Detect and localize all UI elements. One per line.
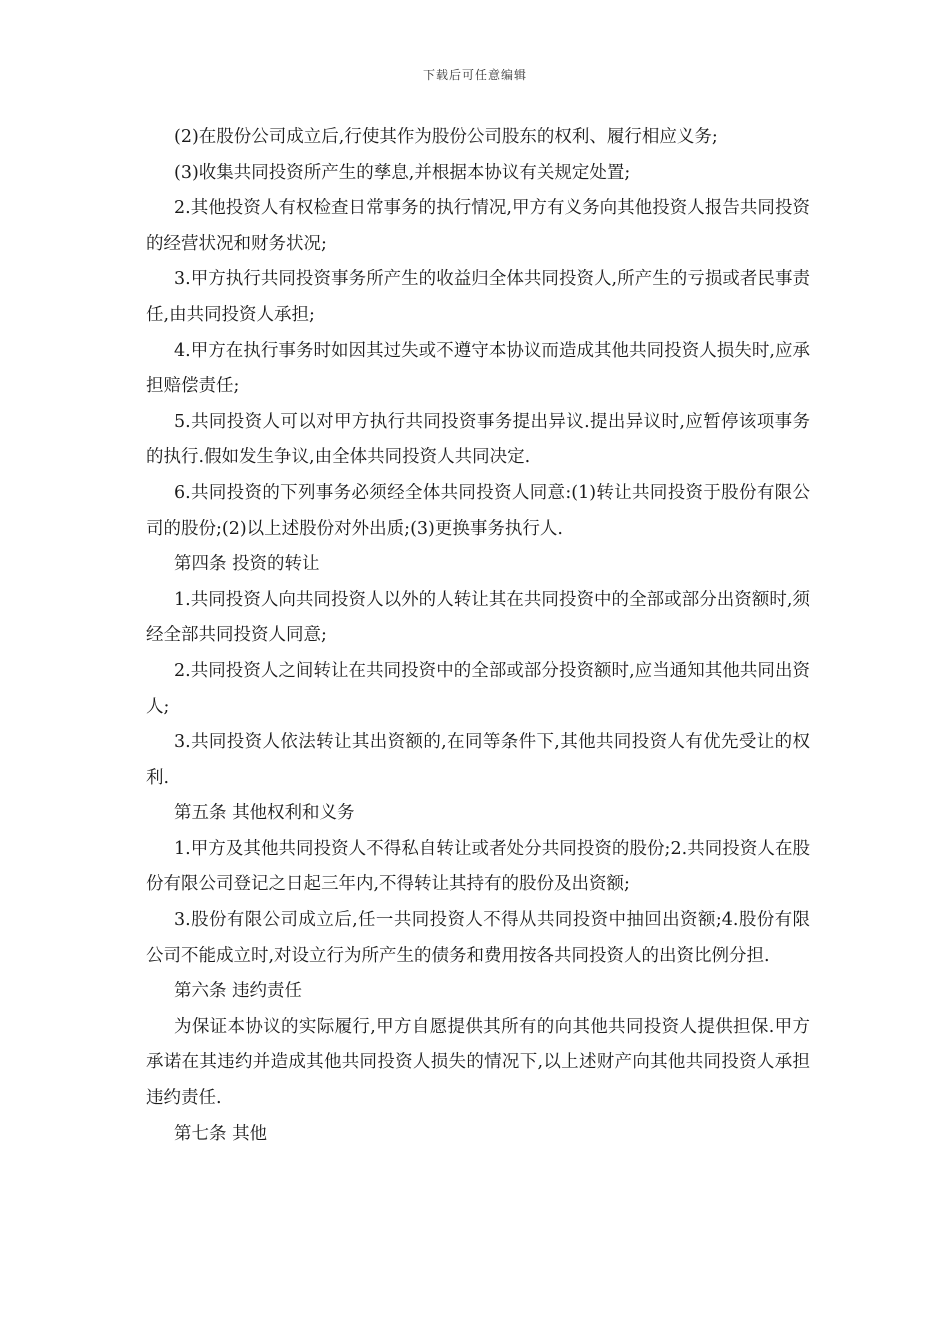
section-heading-article-7: 第七条 其他 [174, 1123, 268, 1144]
paragraph-clause-3-2: 2.其他投资人有权检查日常事务的执行情况,甲方有义务向其他投资人报告共同投资的经营状况和财务状况; [146, 198, 810, 254]
paragraph-clause-3-3: 3.甲方执行共同投资事务所产生的收益归全体共同投资人,所产生的亏损或者民事责任,由共同投资人承担; [146, 269, 810, 325]
paragraph-clause-4-2: 2.共同投资人之间转让在共同投资中的全部或部分投资额时,应当通知其他共同出资人; [146, 660, 810, 717]
paragraph-clause-3-5: 5.共同投资人可以对甲方执行共同投资事务提出异议.提出异议时,应暂停该项事务的执行.假如发生争议,由全体共同投资人共同决定. [146, 411, 810, 468]
paragraph-clause-3-4: 4.甲方在执行事务时如因其过失或不遵守本协议而造成其他共同投资人损失时,应承担赔偿责任; [146, 340, 810, 397]
paragraph-clause-3-6: 6.共同投资的下列事务必须经全体共同投资人同意:(1)转让共同投资于股份有限公司的股份;(2)以上述股份对外出质;(3)更换事务执行人. [146, 482, 810, 539]
paragraph-clause-5-3-4: 3.股份有限公司成立后,任一共同投资人不得从共同投资中抽回出资额;4.股份有限公司不能成立时,对设立行为所产生的债务和费用按各共同投资人的出资比例分担. [146, 910, 810, 966]
section-heading-article-6: 第六条 违约责任 [174, 981, 303, 1002]
paragraph-clause-3-1-2: (2)在股份公司成立后,行使其作为股份公司股东的权利、履行相应义务; [174, 127, 718, 147]
paragraph-clause-4-3: 3.共同投资人依法转让其出资额的,在同等条件下,其他共同投资人有优先受让的权利. [146, 732, 810, 788]
paragraph-clause-3-1-3: (3)收集共同投资所产生的孳息,并根据本协议有关规定处置; [174, 162, 631, 183]
paragraph-clause-4-1: 1.共同投资人向共同投资人以外的人转让其在共同投资中的全部或部分出资额时,须经全部共同投资人同意; [146, 589, 810, 646]
paragraph-article-6-body: 为保证本协议的实际履行,甲方自愿提供其所有的向其他共同投资人提供担保.甲方承诺在其违约并造成其他共同投资人损失的情况下,以上述财产向其他共同投资人承担违约责任. [146, 1016, 810, 1109]
section-heading-article-4: 第四条 投资的转让 [174, 554, 320, 575]
section-heading-article-5: 第五条 其他权利和义务 [174, 803, 355, 824]
paragraph-clause-5-1-2: 1.甲方及其他共同投资人不得私自转让或者处分共同投资的股份;2.共同投资人在股份有限公司登记之日起三年内,不得转让其持有的股份及出资额; [146, 838, 810, 895]
page-header-note: 下载后可任意编辑 [422, 68, 527, 82]
document-body [146, 120, 810, 1152]
